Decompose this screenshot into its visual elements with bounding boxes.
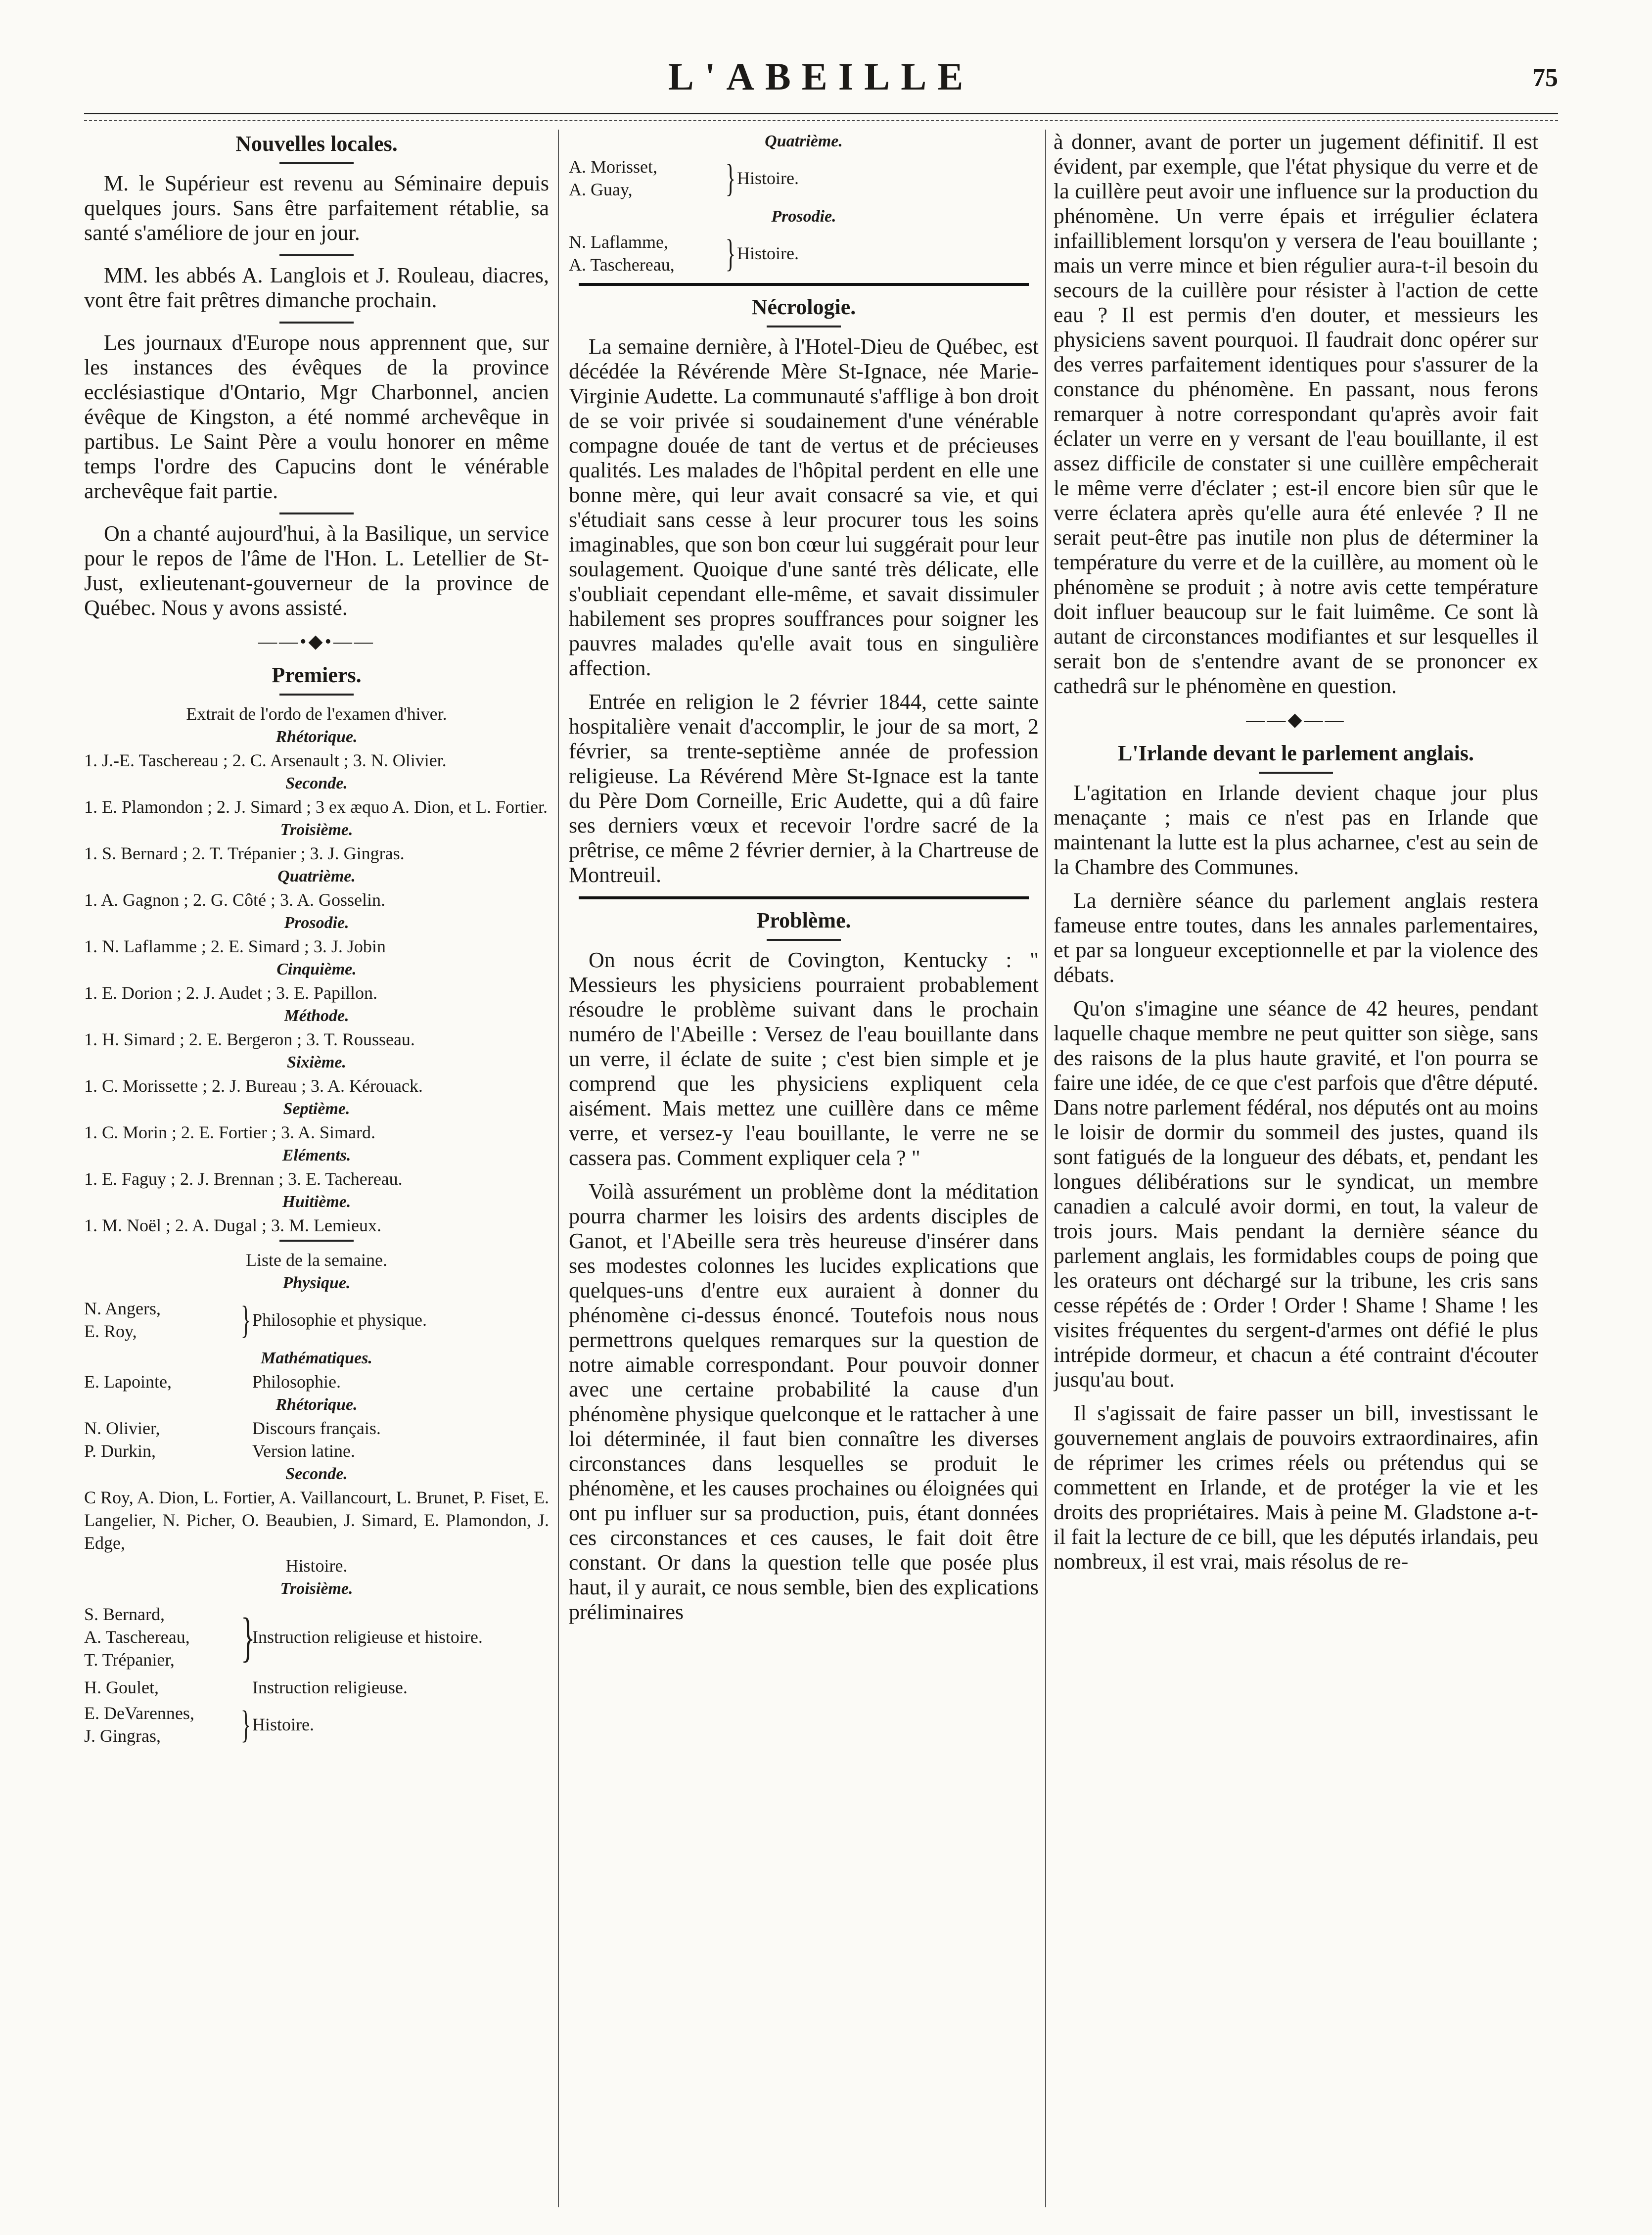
column-divider-1 (558, 130, 559, 2207)
class-label: Quatrième. (277, 867, 356, 885)
liste-entry (84, 1702, 549, 1747)
subject: Histoire. (737, 168, 799, 188)
class-label: Septième. (283, 1100, 350, 1118)
paragraph: Il s'agissait de faire passer un bill, investissant le gouvernement anglais de pouvoirs extraordinaires, afin de réprimer les crimes réels ou prétendus qui se commettent en Irlande, et de protéger la vie et les droits des propriétaires. Mais à peine M. Gladstone a-t-il fait la lecture de ce bill, que les députés irlandais, peu nombreux, il est vrai, mais résolus de re- (1054, 1401, 1538, 1574)
divider (279, 254, 354, 256)
liste-title: Liste de la semaine. (246, 1250, 387, 1270)
class-label: Sixième. (287, 1053, 346, 1071)
ornament-divider: ——•◆•—— (258, 631, 375, 652)
paragraph: Qu'on s'imagine une séance de 42 heures, pendant laquelle chaque membre ne peut quitter son siège, sans des raisons de la plus haute gravité, et l'on pourra se faire une idée, de ce que c'est parfois que d'être député. Dans notre parlement fédéral, nos députés ont au moins le loisir de dormir du sommeil des justes, quand ils sont fatigués de la longueur des débats, et, pendant les longues délibérations sur le syndicat, un membre canadien a calculé avoir dormi, en tout, la valeur de trois jours. Mais pendant la dernière séance du parlement anglais, les formidables coups de poing que les orateurs ont déchargé sur la tribune, les cris sans cesse répétés de : Order ! Order ! Shame ! Shame ! les visites fréquentes du sergent-d'armes ont défié le plus intrépide dormeur, et chacun a été contraint d'écouter jusqu'au bout. (1054, 996, 1538, 1392)
section-title-premiers: Premiers. (272, 663, 362, 687)
student-names: P. Durkin, (84, 1441, 156, 1461)
class-label: Seconde. (285, 1465, 348, 1483)
newspaper-title: L'ABEILLE (668, 55, 974, 98)
liste-entry (84, 1603, 549, 1671)
divider (279, 694, 354, 696)
class-label: Prosodie. (284, 914, 349, 932)
divider (579, 283, 1029, 286)
masthead-rule (84, 113, 1558, 121)
paragraph: L'agitation en Irlande devient chaque jour plus menaçante ; mais ce n'est pas en Irlande que maintenant la lutte est la plus acharnee, c'est au sein de la Chambre des Communes. (1054, 781, 1538, 879)
student-names: N. Angers, E. Roy, (84, 1299, 161, 1341)
ornament-divider: ——◆—— (1246, 709, 1346, 730)
subject: Instruction religieuse et histoire. (252, 1627, 483, 1647)
section-title-irlande: L'Irlande devant le parlement anglais. (1118, 741, 1474, 765)
class-ranking: 1. C. Morin ; 2. E. Fortier ; 3. A. Simard. (84, 1122, 375, 1142)
class-label: Quatrième. (765, 132, 843, 150)
class-ranking: 1. N. Laflamme ; 2. E. Simard ; 3. J. Jobin (84, 936, 386, 956)
paragraph: M. le Supérieur est revenu au Séminaire depuis quelques jours. Sans être parfaitement rétablie, sa santé s'améliore de jour en jour. (84, 171, 549, 245)
class-label: Seconde. (285, 774, 348, 792)
premiers-intro: Extrait de l'ordo de l'examen d'hiver. (186, 704, 447, 724)
divider (767, 939, 841, 941)
masthead (84, 54, 1558, 109)
column-2 (569, 130, 1039, 2207)
liste-entry (569, 231, 1039, 276)
paragraph: On nous écrit de Covington, Kentucky : " Messieurs les physiciens pourraient probablement résoudre le problème suivant dans le prochain numéro de l'Abeille : Versez de l'eau bouillante dans un verre, il éclate de suite ; c'est bien simple et je comprend que les physiciens expliquent cela aisément. Mais mettez une cuillère dans ce même verre, et versez-y l'eau bouillante, le verre ne se cassera pas. Comment expliquer cela ? " (569, 948, 1039, 1170)
paragraph: La dernière séance du parlement anglais restera fameuse entre toutes, dans les annales parlementaires, et par sa longueur exceptionnelle et par la violence des débats. (1054, 888, 1538, 987)
divider (279, 322, 354, 324)
divider (279, 162, 354, 164)
class-ranking: 1. J.-E. Taschereau ; 2. C. Arsenault ; 3. N. Olivier. (84, 750, 447, 770)
class-ranking: 1. C. Morissette ; 2. J. Bureau ; 3. A. Kérouack. (84, 1076, 423, 1096)
paragraph: La semaine dernière, à l'Hotel-Dieu de Québec, est décédée la Révérende Mère St-Ignace, née Marie-Virginie Audette. La communauté s'afflige à bon droit de se voir privée si soudainement d'une vénérable compagne douée de tant de vertus et de précieuses qualités. Les malades de l'hôpital perdent en elle une bonne mère, qui leur avait consacré sa vie, et qui s'étudiait sans cesse à leur procurer tous les soins imaginables, que son bon cœur lui suggérait pour leur soulagement. Quoique d'une santé très délicate, elle s'oubliait cependant elle-même, et savait dissimuler habilement ses propres souffrances pour soigner les pauvres malades qu'elle avait tous en singulière affection. (569, 334, 1039, 680)
student-names: H. Goulet, (84, 1677, 159, 1697)
class-ranking: 1. H. Simard ; 2. E. Bergeron ; 3. T. Rousseau. (84, 1029, 415, 1049)
column-3 (1054, 130, 1538, 2207)
liste-semaine-cont (569, 131, 1039, 276)
brace-glyph: } (240, 1298, 251, 1341)
class-ranking: 1. M. Noël ; 2. A. Dugal ; 3. M. Lemieux. (84, 1215, 381, 1235)
paragraph: Les journaux d'Europe nous apprennent que, sur les instances des évêques de la province ecclésiastique d'Ontario, Mgr Charbonnel, ancien évêque de Kingston, a été nommé archevêque in partibus. Le Saint Père a voulu honorer en même temps l'ordre des Capucins dont le vénérable archevêque fait partie. (84, 330, 549, 503)
page-number: 75 (1532, 64, 1558, 92)
divider (279, 1240, 354, 1242)
divider (1259, 772, 1333, 774)
paragraph: à donner, avant de porter un jugement définitif. Il est évident, par exemple, que l'état physique du verre et de la cuillère peut avoir une influence sur la production du phénomène. Un verre épais et irrégulier éclatera infailliblement lorsqu'on y versera de l'eau bouillante ; mais un verre mince et bien régulier aura-t-il besoin du secours de la cuillère pour résister à l'action de cette eau ? Il est permis d'en douter, et messieurs les physiciens savent pourquoi. Il faudrait donc opérer sur des verres parfaitement identiques pour s'assurer de la constance du phénomène. En passant, nous ferons remarquer à notre correspondant qu'après avoir fait éclater un verre en y versant de l'eau bouillante, il est assez difficile de constater si une cuillère empêcherait le même verre d'éclater ; est-il encore bien sûr que le verre éclatera après qu'elle aura été enlevée ? Il ne serait peut-être pas inutile non plus de déterminer la température du verre et de la cuillère, au moment où le phénomène se produit ; à notre avis cette température doit influer beaucoup sur le fait luimême. Ce sont là autant de circonstances modifiantes et sur lesquelles il serait bon de s'entendre avant de se prononcer ex cathedrâ sur le phénomène en question. (1054, 130, 1538, 698)
subject: Version latine. (252, 1441, 355, 1461)
section-title-necrologie: Nécrologie. (751, 295, 856, 319)
class-ranking: 1. S. Bernard ; 2. T. Trépanier ; 3. J. Gingras. (84, 843, 405, 863)
paragraph: MM. les abbés A. Langlois et J. Rouleau, diacres, vont être fait prêtres dimanche prochain. (84, 263, 549, 312)
divider (767, 326, 841, 327)
premiers-list (84, 726, 549, 1237)
column-1 (84, 130, 549, 2207)
liste-entry (84, 1440, 549, 1462)
liste-entry (84, 1417, 549, 1440)
class-ranking: 1. E. Faguy ; 2. J. Brennan ; 3. E. Tachereau. (84, 1169, 403, 1189)
student-names: E. Lapointe, (84, 1372, 172, 1392)
class-label: Méthode. (284, 1007, 349, 1025)
liste-entry (569, 155, 1039, 201)
subject: Histoire. (737, 243, 799, 263)
section-title-probleme: Problème. (756, 908, 851, 932)
liste-entry (84, 1370, 549, 1393)
student-names: E. DeVarennes, J. Gingras, (84, 1703, 194, 1746)
student-names: S. Bernard, A. Taschereau, T. Trépanier, (84, 1604, 190, 1670)
subject: Histoire. (285, 1556, 348, 1576)
brace-glyph: } (725, 156, 736, 199)
student-names: A. Morisset, A. Guay, (569, 157, 657, 199)
brace-glyph: } (725, 232, 736, 275)
class-ranking: 1. E. Dorion ; 2. J. Audet ; 3. E. Papillon. (84, 983, 377, 1003)
subject: Instruction religieuse. (252, 1677, 408, 1697)
paragraph: Entrée en religion le 2 février 1844, cette sainte hospitalière venait d'accomplir, le jour de sa mort, 2 février, sa trente-septième année de profession religieuse. La Révérend Mère St-Ignace est la tante du Père Dom Corneille, Eric Audette, qui a dû faire ses derniers vœux et recevoir l'ordre sacré de la prêtrise, ce même 2 février dernier, à la Chartreuse de Montreuil. (569, 690, 1039, 887)
subject: Discours français. (252, 1418, 381, 1438)
subject: Philosophie et physique. (252, 1310, 427, 1330)
class-label: Physique. (282, 1274, 351, 1292)
divider (279, 512, 354, 514)
class-label: Rhétorique. (275, 1396, 358, 1414)
divider (579, 896, 1029, 899)
subject: Histoire. (252, 1715, 314, 1734)
class-ranking: 1. E. Plamondon ; 2. J. Simard ; 3 ex æquo A. Dion, et L. Fortier. (84, 797, 548, 817)
liste-entry (84, 1297, 549, 1343)
class-label: Prosodie. (771, 207, 836, 226)
column-divider-2 (1045, 130, 1046, 2207)
class-label: Mathématiques. (261, 1349, 372, 1367)
student-names: N. Olivier, (84, 1418, 160, 1438)
liste-entry (84, 1676, 549, 1699)
brace-glyph: } (240, 1607, 255, 1667)
class-label: Troisième. (280, 821, 353, 839)
class-ranking: 1. A. Gagnon ; 2. G. Côté ; 3. A. Gosselin. (84, 890, 385, 910)
class-label: Rhétorique. (275, 728, 358, 746)
class-label: Troisième. (280, 1580, 353, 1598)
class-label: Eléments. (282, 1146, 351, 1164)
liste-semaine (84, 1249, 549, 1747)
brace-glyph: } (240, 1703, 251, 1746)
paragraph: On a chanté aujourd'hui, à la Basilique, un service pour le repos de l'âme de l'Hon. L. Letellier de St-Just, exlieutenant-gouverneur de la province de Québec. Nous y avons assisté. (84, 521, 549, 620)
paragraph: Voilà assurément un problème dont la méditation pourra charmer les loisirs des ardents disciples de Ganot, et l'Abeille sera très heureuse d'insérer dans ses modestes colonnes les lucides explications que quelques-uns d'entre eux auraient à donner du phénomène ci-dessus énoncé. Toutefois nous nous permettrons quelques remarques sur la question de notre aimable correspondant. Pour pouvoir donner avec une certaine probabilité la cause d'un phénomène physique quelconque et le rattacher à une loi déterminée, il faut bien connaître les diverses circonstances dans lesquelles se produit le phénomène, et les causes prochaines ou éloignées qui ont pu influer sur sa production, puis, étant données ces circonstances et ces causes, le fait doit être constant. Or dans la question telle que posée plus haut, il y aurait, ce nous semble, bien des explications préliminaires (569, 1179, 1039, 1624)
student-names: C Roy, A. Dion, L. Fortier, A. Vaillancourt, L. Brunet, P. Fiset, E. Langelier, N. Picher, O. Beaubien, J. Simard, E. Plamondon, J. Edge, (84, 1488, 549, 1553)
student-names: N. Laflamme, A. Taschereau, (569, 232, 675, 275)
class-label: Huitième. (282, 1193, 351, 1211)
class-label: Cinquième. (276, 960, 357, 978)
section-title-nouvelles: Nouvelles locales. (235, 132, 398, 156)
subject: Philosophie. (252, 1372, 341, 1392)
